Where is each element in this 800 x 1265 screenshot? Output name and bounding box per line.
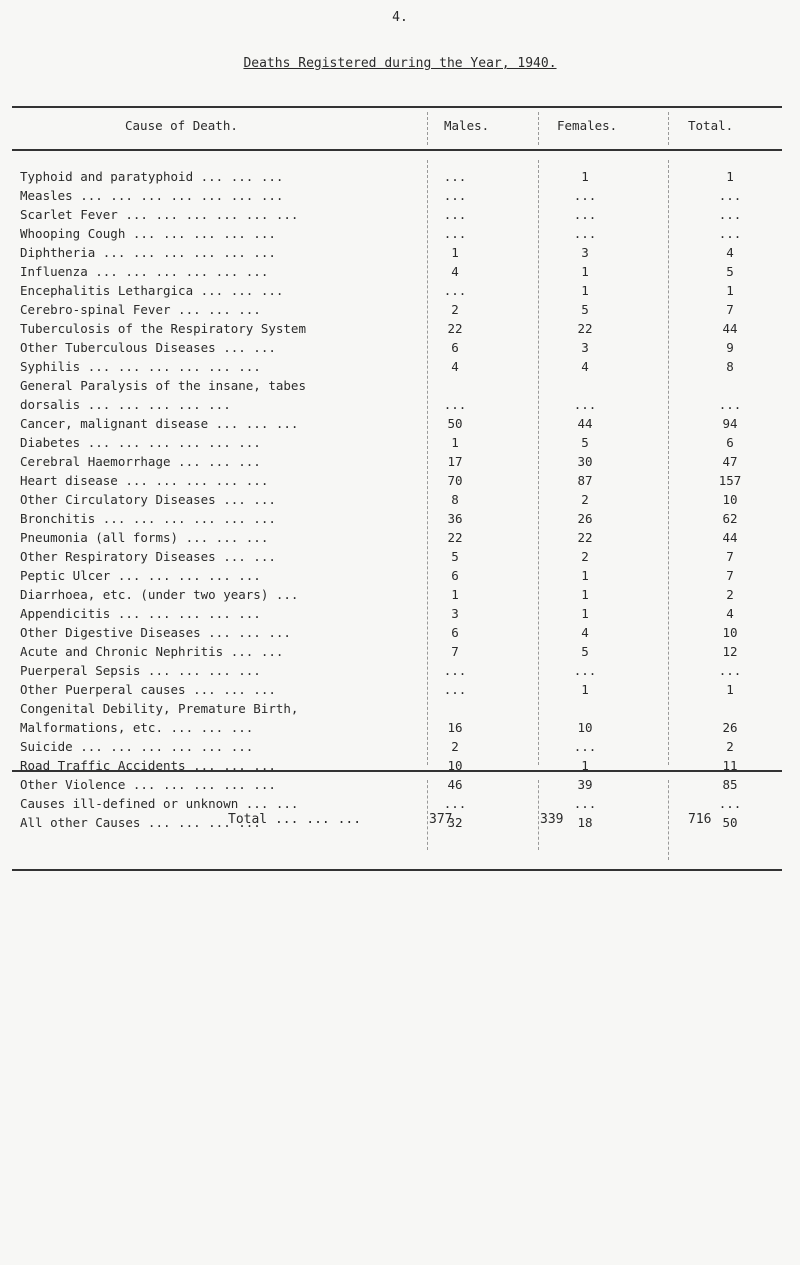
males-cell: 1 (451, 587, 459, 602)
total-cell: 10 (722, 492, 738, 507)
males-cell: ... (443, 796, 467, 811)
females-cell: ... (573, 226, 597, 241)
table-row (20, 509, 780, 528)
total-cell: ... (718, 207, 742, 222)
males-cell: 70 (447, 473, 463, 488)
males-cell: 4 (451, 264, 459, 279)
total-total: 716 (688, 812, 712, 827)
males-cell: 8 (451, 492, 459, 507)
males-cell: 1 (451, 435, 459, 450)
cause-cell: Malformations, etc. ... ... ... (20, 720, 254, 735)
cause-cell: Whooping Cough ... ... ... ... ... (20, 226, 276, 241)
cause-cell: Heart disease ... ... ... ... ... (20, 473, 269, 488)
total-cell: 47 (722, 454, 738, 469)
males-cell: 2 (451, 739, 459, 754)
cause-cell: Scarlet Fever ... ... ... ... ... ... (20, 207, 299, 222)
header-cause: Cause of Death. (125, 118, 238, 133)
cause-cell: Diarrhoea, etc. (under two years) ... (20, 587, 299, 602)
table-row (20, 224, 780, 243)
table-row (20, 300, 780, 319)
cause-cell: Other Puerperal causes ... ... ... (20, 682, 276, 697)
females-cell: 3 (581, 340, 589, 355)
table-row (20, 756, 780, 775)
cause-cell: Causes ill-defined or unknown ... ... (20, 796, 299, 811)
total-cell: 157 (718, 473, 742, 488)
table-row (20, 452, 780, 471)
total-cell: 26 (722, 720, 738, 735)
total-cell: 7 (726, 549, 734, 564)
males-cell: 36 (447, 511, 463, 526)
total-cell: 44 (722, 321, 738, 336)
table-row (20, 737, 780, 756)
cause-cell: All other Causes ... ... ... ... (20, 815, 261, 830)
header-rule (12, 149, 782, 151)
cause-cell: Cerebral Haemorrhage ... ... ... (20, 454, 261, 469)
cause-cell: Measles ... ... ... ... ... ... ... (20, 188, 284, 203)
cause-cell: Bronchitis ... ... ... ... ... ... (20, 511, 276, 526)
cause-cell: Road Traffic Accidents ... ... ... (20, 758, 276, 773)
total-cell: 12 (722, 644, 738, 659)
cause-cell: Other Violence ... ... ... ... ... (20, 777, 276, 792)
females-cell: ... (573, 739, 597, 754)
table-row (20, 186, 780, 205)
females-cell: 18 (577, 815, 593, 830)
total-cell: 2 (726, 587, 734, 602)
cause-cell: Puerperal Sepsis ... ... ... ... (20, 663, 261, 678)
cause-cell: Other Digestive Diseases ... ... ... (20, 625, 291, 640)
total-label: Total ... ... ... (228, 812, 362, 827)
cause-cell: Influenza ... ... ... ... ... ... (20, 264, 269, 279)
males-cell: ... (443, 207, 467, 222)
cause-cell: Cancer, malignant disease ... ... ... (20, 416, 299, 431)
total-cell: 62 (722, 511, 738, 526)
deaths-table (20, 167, 780, 832)
total-cell: 50 (722, 815, 738, 830)
table-row (20, 338, 780, 357)
cause-cell: Other Tuberculous Diseases ... ... (20, 340, 276, 355)
table-row (20, 680, 780, 699)
males-cell: 22 (447, 321, 463, 336)
table-row (20, 205, 780, 224)
cause-cell: Appendicitis ... ... ... ... ... (20, 606, 261, 621)
females-cell: 87 (577, 473, 593, 488)
total-top-rule (12, 770, 782, 772)
males-cell: 7 (451, 644, 459, 659)
table-row (20, 319, 780, 338)
females-cell: 26 (577, 511, 593, 526)
table-row (20, 357, 780, 376)
males-cell: 10 (447, 758, 463, 773)
cause-cell: General Paralysis of the insane, tabes (20, 378, 306, 393)
total-females: 339 (540, 812, 564, 827)
cause-cell: Syphilis ... ... ... ... ... ... (20, 359, 261, 374)
total-cell: ... (718, 226, 742, 241)
total-cell: 6 (726, 435, 734, 450)
females-cell: 22 (577, 321, 593, 336)
males-cell: 4 (451, 359, 459, 374)
table-row (20, 642, 780, 661)
total-cell: ... (718, 796, 742, 811)
table-row (20, 490, 780, 509)
total-cell: 94 (722, 416, 738, 431)
males-cell: ... (443, 663, 467, 678)
table-row (20, 414, 780, 433)
table-row (20, 433, 780, 452)
table-row (20, 243, 780, 262)
cause-cell: Diabetes ... ... ... ... ... ... (20, 435, 261, 450)
header-males: Males. (444, 118, 490, 133)
females-cell: 22 (577, 530, 593, 545)
males-cell: 6 (451, 340, 459, 355)
cause-cell: Acute and Chronic Nephritis ... ... (20, 644, 284, 659)
total-cell: 2 (726, 739, 734, 754)
column-divider (538, 780, 539, 850)
males-cell: ... (443, 169, 467, 184)
males-cell: 2 (451, 302, 459, 317)
females-cell: 2 (581, 549, 589, 564)
males-cell: 46 (447, 777, 463, 792)
header-total: Total. (688, 118, 734, 133)
females-cell: 30 (577, 454, 593, 469)
page-number: 4. (392, 10, 408, 25)
table-row (20, 699, 780, 718)
total-cell: 8 (726, 359, 734, 374)
cause-cell: Cerebro-spinal Fever ... ... ... (20, 302, 261, 317)
column-divider (668, 780, 669, 860)
males-cell: ... (443, 226, 467, 241)
females-cell: 3 (581, 245, 589, 260)
females-cell: 5 (581, 435, 589, 450)
table-row (20, 813, 780, 832)
column-divider (668, 112, 669, 145)
table-row (20, 604, 780, 623)
table-row (20, 794, 780, 813)
males-cell: 5 (451, 549, 459, 564)
total-cell: 1 (726, 283, 734, 298)
females-cell: ... (573, 207, 597, 222)
total-cell: 10 (722, 625, 738, 640)
females-cell: ... (573, 397, 597, 412)
total-cell: 44 (722, 530, 738, 545)
total-cell: 1 (726, 169, 734, 184)
females-cell: 10 (577, 720, 593, 735)
table-row (20, 376, 780, 395)
cause-cell: Typhoid and paratyphoid ... ... ... (20, 169, 284, 184)
cause-cell: Encephalitis Lethargica ... ... ... (20, 283, 284, 298)
males-cell: 22 (447, 530, 463, 545)
cause-cell: Congenital Debility, Premature Birth, (20, 701, 299, 716)
females-cell: 39 (577, 777, 593, 792)
total-cell: 4 (726, 245, 734, 260)
females-cell: ... (573, 188, 597, 203)
total-cell: 5 (726, 264, 734, 279)
top-rule (12, 106, 782, 108)
table-row (20, 395, 780, 414)
table-row (20, 262, 780, 281)
males-cell: ... (443, 188, 467, 203)
cause-cell: Other Respiratory Diseases ... ... (20, 549, 276, 564)
males-cell: ... (443, 397, 467, 412)
header-females: Females. (557, 118, 618, 133)
total-cell: ... (718, 397, 742, 412)
females-cell: 44 (577, 416, 593, 431)
males-cell: 16 (447, 720, 463, 735)
table-row (20, 167, 780, 186)
females-cell: 1 (581, 606, 589, 621)
table-row (20, 585, 780, 604)
males-cell: ... (443, 682, 467, 697)
total-cell: 4 (726, 606, 734, 621)
cause-cell: Tuberculosis of the Respiratory System (20, 321, 306, 336)
females-cell: 2 (581, 492, 589, 507)
total-cell: ... (718, 188, 742, 203)
males-cell: 6 (451, 625, 459, 640)
table-row (20, 566, 780, 585)
females-cell: 4 (581, 625, 589, 640)
males-cell: 17 (447, 454, 463, 469)
cause-cell: Other Circulatory Diseases ... ... (20, 492, 276, 507)
females-cell: 1 (581, 283, 589, 298)
table-row (20, 718, 780, 737)
table-row (20, 775, 780, 794)
total-cell: 1 (726, 682, 734, 697)
males-cell: ... (443, 283, 467, 298)
total-cell: 11 (722, 758, 738, 773)
males-cell: 1 (451, 245, 459, 260)
total-cell: 85 (722, 777, 738, 792)
table-row (20, 547, 780, 566)
total-males: 377 (429, 812, 453, 827)
column-divider (427, 112, 428, 145)
females-cell: 5 (581, 302, 589, 317)
total-cell: 9 (726, 340, 734, 355)
females-cell: ... (573, 796, 597, 811)
column-divider (427, 780, 428, 850)
females-cell: 1 (581, 169, 589, 184)
males-cell: 3 (451, 606, 459, 621)
cause-cell: Pneumonia (all forms) ... ... ... (20, 530, 269, 545)
page-title: Deaths Registered during the Year, 1940. (243, 56, 557, 71)
females-cell: 1 (581, 758, 589, 773)
total-cell: ... (718, 663, 742, 678)
males-cell: 6 (451, 568, 459, 583)
females-cell: 1 (581, 587, 589, 602)
females-cell: 5 (581, 644, 589, 659)
cause-cell: Suicide ... ... ... ... ... ... (20, 739, 254, 754)
males-cell: 50 (447, 416, 463, 431)
females-cell: 1 (581, 682, 589, 697)
table-row (20, 623, 780, 642)
males-cell: 32 (447, 815, 463, 830)
females-cell: 1 (581, 568, 589, 583)
females-cell: ... (573, 663, 597, 678)
females-cell: 4 (581, 359, 589, 374)
cause-cell: Peptic Ulcer ... ... ... ... ... (20, 568, 261, 583)
column-divider (538, 112, 539, 145)
table-row (20, 528, 780, 547)
cause-cell: dorsalis ... ... ... ... ... (20, 397, 231, 412)
table-row (20, 471, 780, 490)
females-cell: 1 (581, 264, 589, 279)
cause-cell: Diphtheria ... ... ... ... ... ... (20, 245, 276, 260)
bottom-rule (12, 869, 782, 871)
table-row (20, 661, 780, 680)
total-cell: 7 (726, 302, 734, 317)
total-cell: 7 (726, 568, 734, 583)
table-row (20, 281, 780, 300)
